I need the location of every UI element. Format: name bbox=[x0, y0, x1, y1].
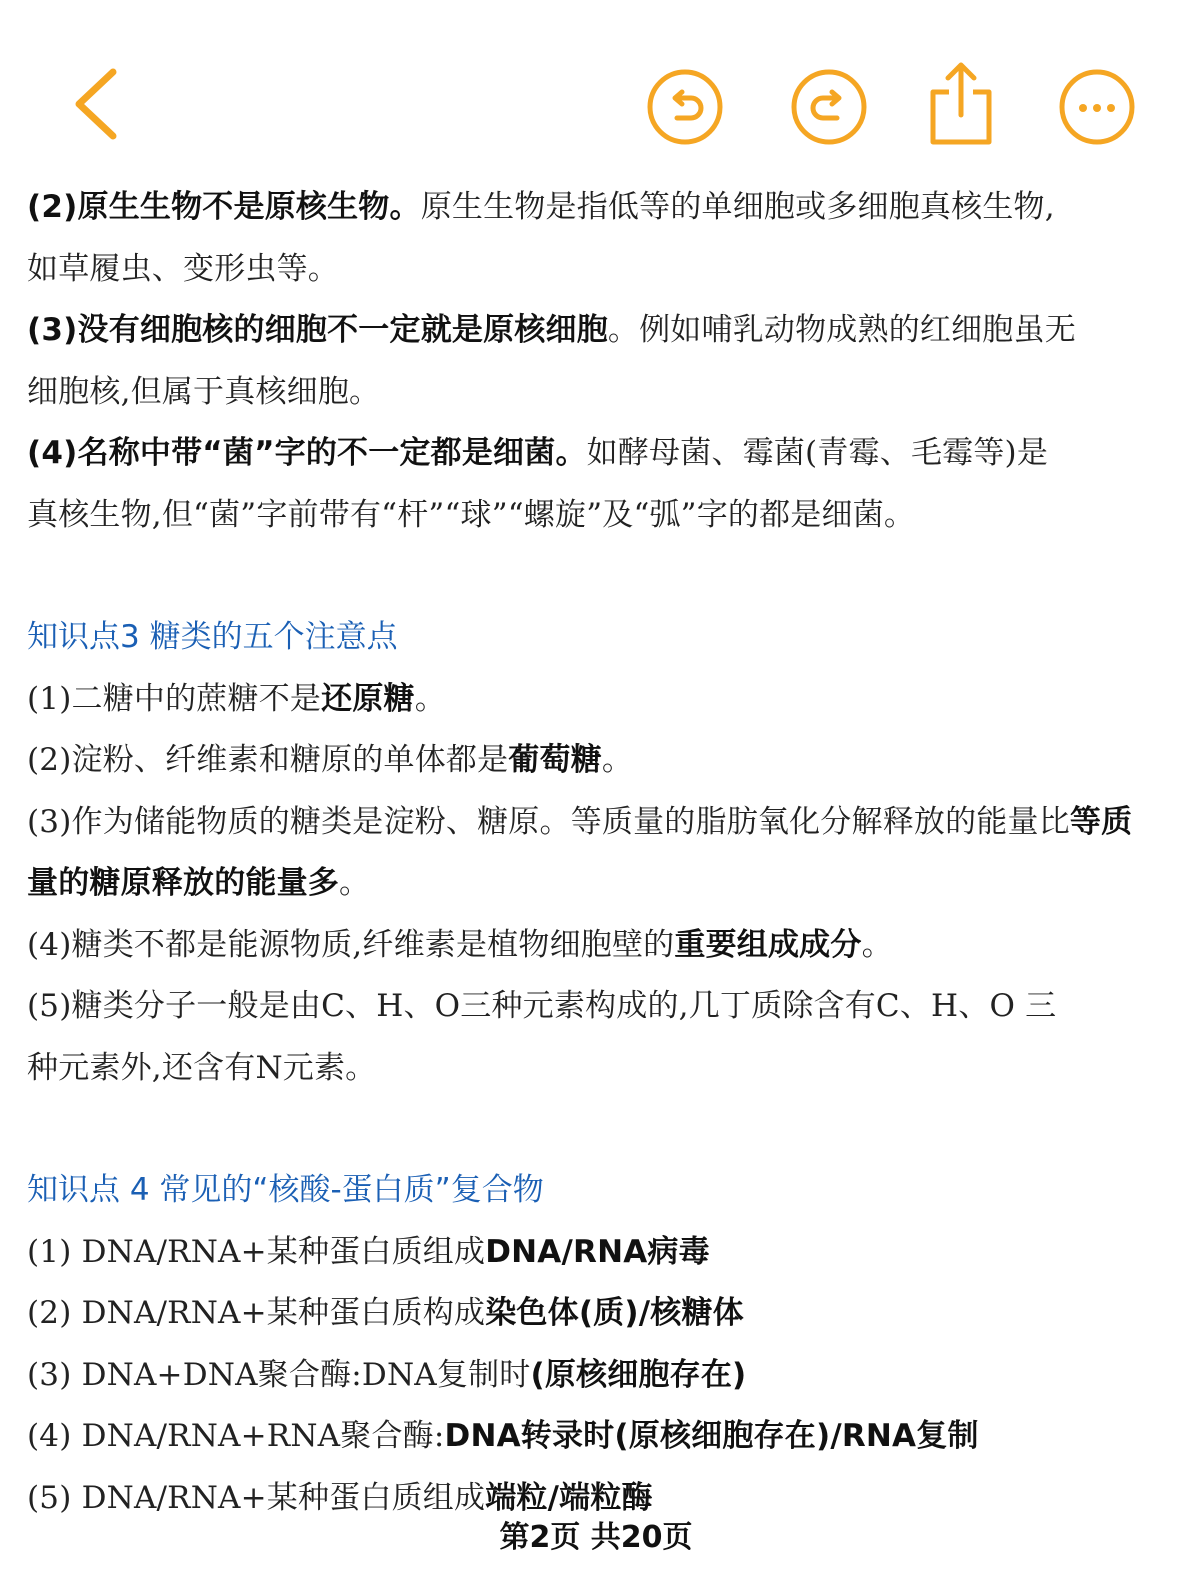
share-icon bbox=[927, 60, 995, 146]
paragraph-line bbox=[27, 362, 1177, 424]
body-text: 种元素外,还含有N元素。 bbox=[27, 1049, 377, 1086]
body-text: 。 bbox=[339, 865, 371, 901]
body-text: (2) DNA/RNA+某种蛋白质构成 bbox=[27, 1295, 486, 1331]
body-text: 细胞核,但属于真核细胞。 bbox=[27, 373, 381, 410]
body-text: 如草履虫、变形虫等。 bbox=[27, 250, 339, 287]
undo-icon bbox=[645, 67, 725, 147]
body-text: (5) DNA/RNA+某种蛋白质组成 bbox=[27, 1479, 486, 1516]
list-item-continuation bbox=[27, 853, 1177, 915]
paragraph-line bbox=[27, 239, 1177, 301]
body-text: (1)二糖中的蔗糖不是 bbox=[27, 680, 322, 717]
section-heading: 知识点 4 常见的“核酸-蛋白质”复合物 bbox=[27, 1172, 544, 1208]
bold-text: 还原糖 bbox=[321, 680, 415, 717]
list-item bbox=[27, 792, 1177, 854]
list-item bbox=[27, 1345, 1177, 1407]
body-text: 如酵母菌、霉菌(青霉、毛霉等)是 bbox=[586, 435, 1049, 471]
bold-text: 葡萄糖 bbox=[508, 742, 602, 778]
bold-text: (2)原生生物不是原核生物。 bbox=[27, 189, 421, 225]
back-button[interactable] bbox=[68, 66, 128, 142]
section-heading: 知识点3 糖类的五个注意点 bbox=[27, 619, 398, 655]
bold-text: 重要组成成分 bbox=[674, 926, 862, 963]
document-content bbox=[27, 177, 1177, 1529]
bold-text: DNA转录时(原核细胞存在)/RNA复制 bbox=[444, 1418, 979, 1454]
body-text: (4) DNA/RNA+RNA聚合酶: bbox=[27, 1418, 445, 1454]
section-spacer bbox=[27, 546, 1177, 607]
bold-text: DNA/RNA病毒 bbox=[485, 1233, 710, 1270]
paragraph-line bbox=[27, 177, 1177, 239]
body-text: 。例如哺乳动物成熟的红细胞虽无 bbox=[607, 312, 1076, 348]
body-text: (4)糖类不都是能源物质,纤维素是植物细胞壁的 bbox=[27, 926, 675, 963]
more-icon bbox=[1057, 67, 1137, 147]
list-item bbox=[27, 669, 1177, 731]
paragraph-line bbox=[27, 300, 1177, 362]
list-item bbox=[27, 730, 1177, 792]
bold-text: 染色体(质)/核糖体 bbox=[485, 1295, 744, 1331]
back-chevron-icon bbox=[68, 66, 128, 142]
body-text: (5)糖类分子一般是由C、H、O三种元素构成的,几丁质除含有C、H、O 三 bbox=[27, 988, 1057, 1024]
list-item bbox=[27, 976, 1177, 1038]
redo-icon bbox=[789, 67, 869, 147]
list-item bbox=[27, 1222, 1177, 1284]
page-indicator: 第2页 共20页 bbox=[499, 1520, 693, 1555]
list-item bbox=[27, 1283, 1177, 1345]
body-text: 。 bbox=[414, 680, 446, 717]
paragraph-line bbox=[27, 485, 1177, 547]
redo-button[interactable] bbox=[789, 67, 869, 147]
bold-text: 量的糖原释放的能量多 bbox=[27, 865, 339, 901]
body-text: (3) DNA+DNA聚合酶:DNA复制时 bbox=[27, 1356, 531, 1393]
bold-text: (4)名称中带“菌”字的不一定都是细菌。 bbox=[27, 435, 587, 471]
body-text: (3)作为储能物质的糖类是淀粉、糖原。等质量的脂肪氧化分解释放的能量比 bbox=[27, 803, 1070, 840]
list-item bbox=[27, 1406, 1177, 1468]
more-button[interactable] bbox=[1057, 67, 1137, 147]
section-spacer bbox=[27, 1099, 1177, 1160]
body-text: 。 bbox=[861, 926, 893, 963]
bold-text: 端粒/端粒酶 bbox=[485, 1479, 653, 1516]
bold-text: (原核细胞存在) bbox=[530, 1356, 747, 1393]
top-toolbar bbox=[0, 0, 1192, 180]
body-text: (2)淀粉、纤维素和糖原的单体都是 bbox=[27, 742, 509, 778]
share-button[interactable] bbox=[927, 60, 995, 146]
list-item-continuation bbox=[27, 1038, 1177, 1100]
body-text: 原生生物是指低等的单细胞或多细胞真核生物, bbox=[420, 189, 1055, 225]
undo-button[interactable] bbox=[645, 67, 725, 147]
paragraph-line bbox=[27, 423, 1177, 485]
body-text: (1) DNA/RNA+某种蛋白质组成 bbox=[27, 1233, 486, 1270]
bold-text: 等质 bbox=[1069, 803, 1133, 840]
body-text: 真核生物,但“菌”字前带有“杆”“球”“螺旋”及“弧”字的都是细菌。 bbox=[27, 496, 916, 533]
list-item bbox=[27, 915, 1177, 977]
body-text: 。 bbox=[601, 742, 634, 778]
bold-text: (3)没有细胞核的细胞不一定就是原核细胞 bbox=[27, 312, 608, 348]
